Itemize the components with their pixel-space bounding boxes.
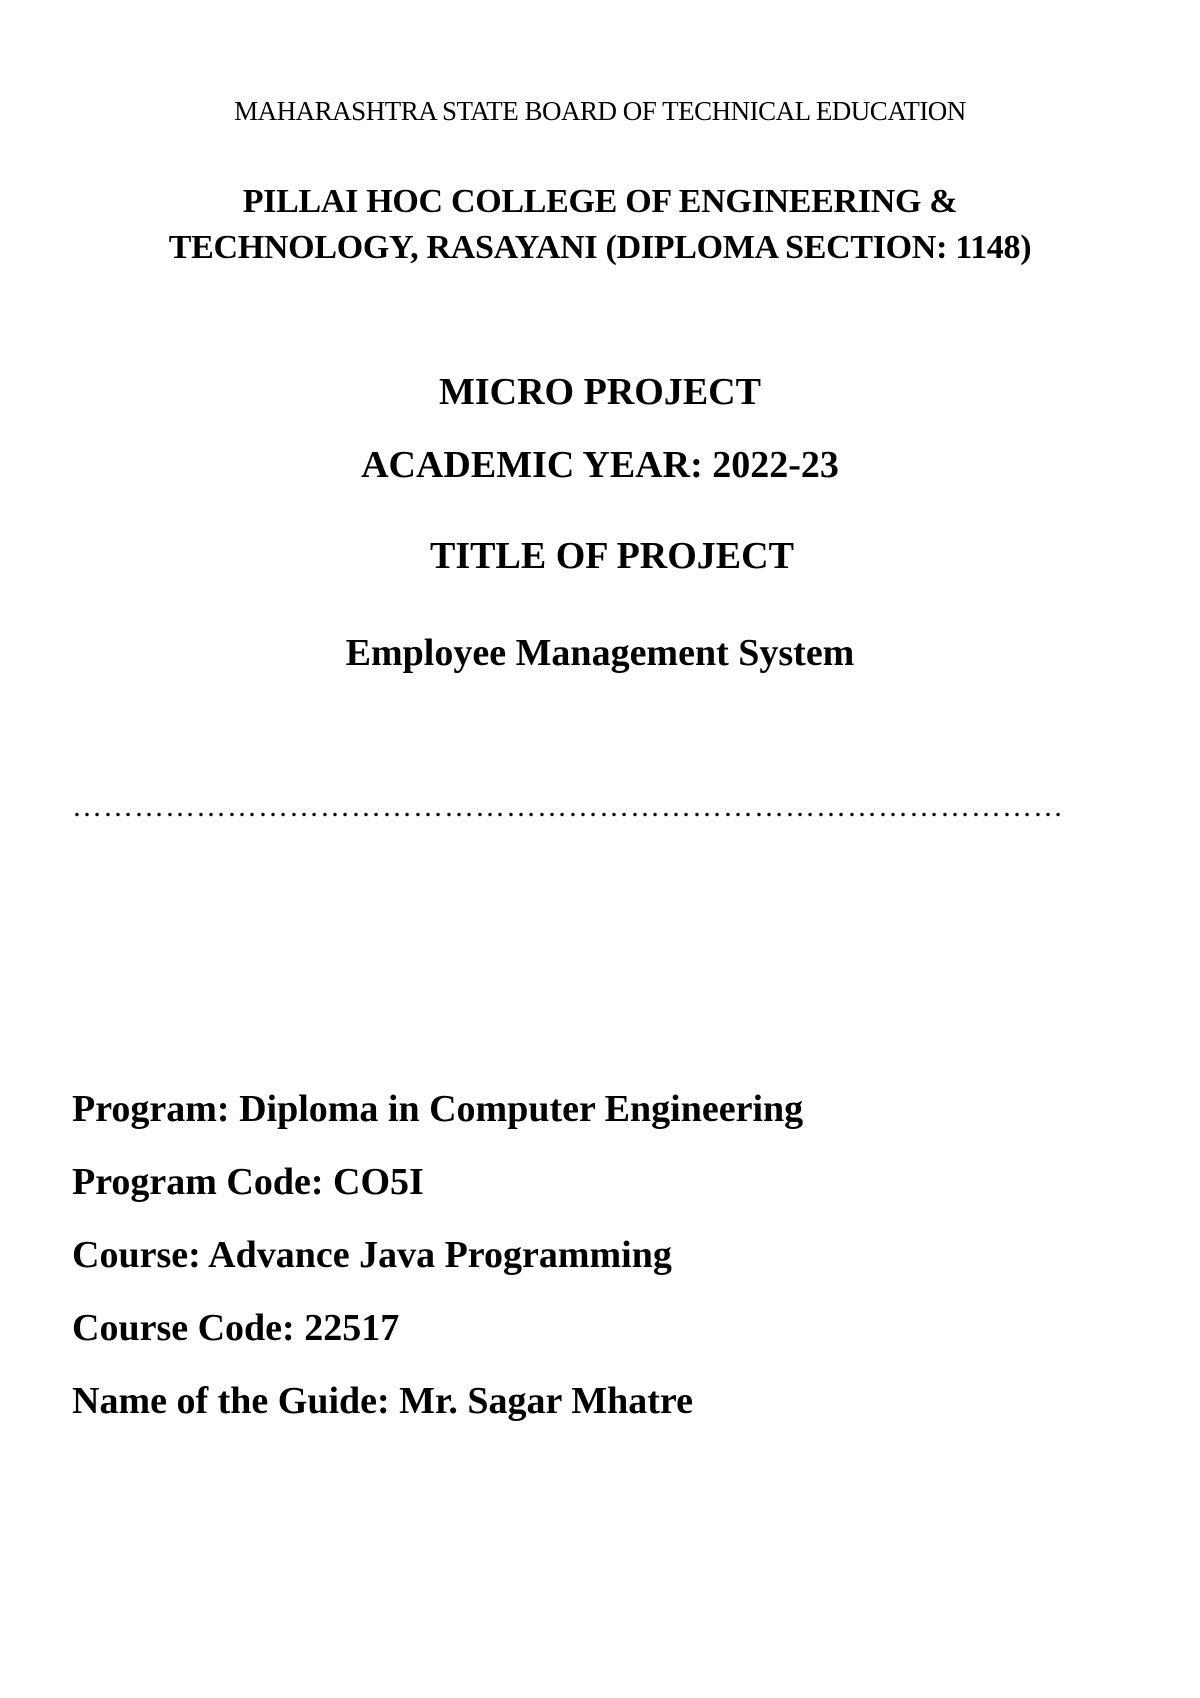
course-code-line: Course Code: 22517 (72, 1307, 400, 1349)
title-of-project-label: TITLE OF PROJECT (430, 535, 794, 577)
program-line: Program: Diploma in Computer Engineering (72, 1088, 804, 1130)
dotted-separator: …………………………………………………………………………………… (72, 790, 1064, 823)
college-name-line-1: PILLAI HOC COLLEGE OF ENGINEERING & (242, 183, 958, 220)
project-title: Employee Management System (345, 632, 855, 674)
course-line: Course: Advance Java Programming (72, 1234, 672, 1276)
micro-project-heading: MICRO PROJECT (439, 371, 761, 413)
guide-name-line: Name of the Guide: Mr. Sagar Mhatre (72, 1380, 693, 1422)
board-name: MAHARASHTRA STATE BOARD OF TECHNICAL EDUCATION (234, 96, 966, 126)
college-name-line-2: TECHNOLOGY, RASAYANI (DIPLOMA SECTION: 1148) (168, 229, 1032, 266)
program-code-line: Program Code: CO5I (72, 1161, 424, 1203)
academic-year: ACADEMIC YEAR: 2022-23 (361, 444, 839, 486)
